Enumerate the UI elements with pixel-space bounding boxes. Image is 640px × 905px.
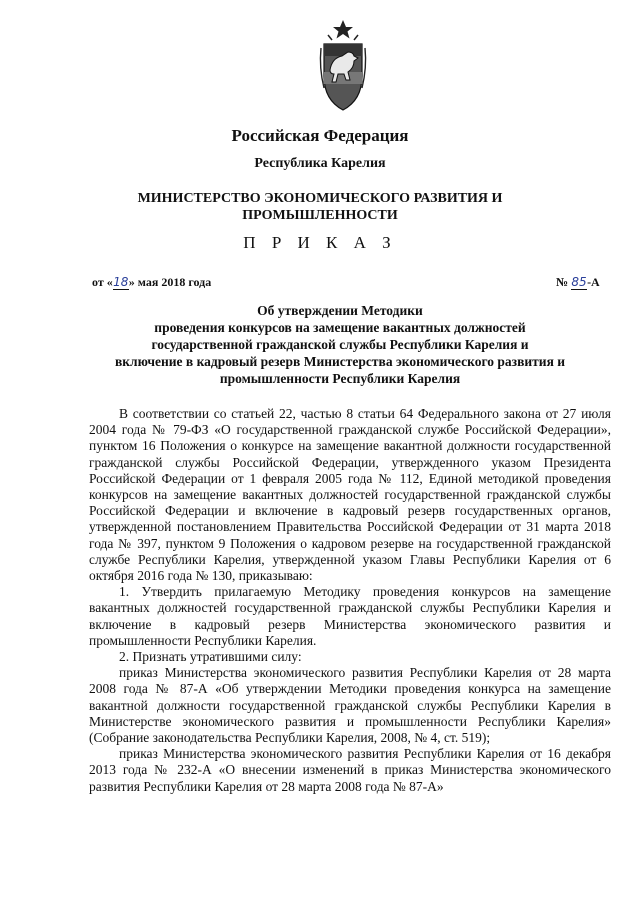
order-number [556,275,600,290]
order-date [92,275,211,290]
republic-title: Республика Карелия [254,156,386,171]
order-subject [60,302,620,387]
body-paragraph-item-1: 1. Утвердить прилагаемую Методику проведения конкурсов на замещение вакантных должностей государственной гражданской службы Республики Карелия и включение в кадровый резерв Министерства экономического развития и промышленности Республики Карелия. [89,584,611,648]
body-paragraph-repealed-order-1: приказ Министерства экономического развития Республики Карелия от 28 марта 2008 года № 87-А «Об утверждении Методики проведения конкурса на замещение вакантной должности государственной гражданской службы Республики Карелия в Министерстве экономического развития и промышленности Республики Карелия» (Собрание законодательства Республики Карелия, 2008, № 4, ст. 519); [89,665,611,746]
country-title: Российская Федерация [231,126,409,145]
order-body [89,406,611,795]
body-paragraph-preamble: В соответствии со статьей 22, частью 8 статьи 64 Федерального закона от 27 июля 2004 года № 79-ФЗ «О государственной гражданской службе Российской Федерации», пунктом 16 Положения о конкурсе на замещение вакантной должности государственной гражданской службы Российской Федерации, утвержденного указом Президента Российской Федерации от 1 февраля 2005 года № 112, Единой методикой проведения конкурсов на замещение вакантных должностей государственной гражданской службы Российской Федерации и включение в кадровый резерв государственных органов, утвержденной постановлением Правительства Российской Федерации от 31 марта 2018 года № 397, пунктом 9 Положения о кадровом резерве на государственной гражданской службе Республики Карелия, утвержденной указом Главы Республики Карелия от 6 октября 2016 года № 130, приказываю: [89,406,611,584]
subject-line-3: государственной гражданской службы Республики Карелия и [151,337,529,352]
number-suffix: -А [587,275,600,289]
body-paragraph-repealed-order-2: приказ Министерства экономического развития Республики Карелия от 16 декабря 2013 года № 232-А «О внесении изменений в приказ Министерства экономического развития Республики Карелия от 28 марта 2008 года № 87-А» [89,746,611,794]
karelia-coat-of-arms-icon [318,18,368,114]
subject-line-5: промышленности Республики Карелия [219,371,461,386]
ministry-title-line-2: ПРОМЫШЛЕННОСТИ [242,208,398,223]
handwritten-day: 18 [113,275,129,289]
subject-line-4: включение в кадровый резерв Министерства экономического развития и [114,354,566,369]
number-prefix: № [556,275,569,289]
date-suffix: » мая 2018 года [128,275,212,289]
document-type-title: П Р И К А З [243,233,397,252]
date-prefix: от « [92,275,113,289]
subject-line-2: проведения конкурсов на замещение вакантных должностей [154,320,526,335]
handwritten-number: 85 [571,275,587,289]
subject-line-1: Об утверждении Методики [257,303,423,318]
ministry-title-line-1: МИНИСТЕРСТВО ЭКОНОМИЧЕСКОГО РАЗВИТИЯ И [137,191,503,206]
ministry-title [0,190,640,224]
body-paragraph-item-2: 2. Признать утратившими силу: [119,649,302,665]
